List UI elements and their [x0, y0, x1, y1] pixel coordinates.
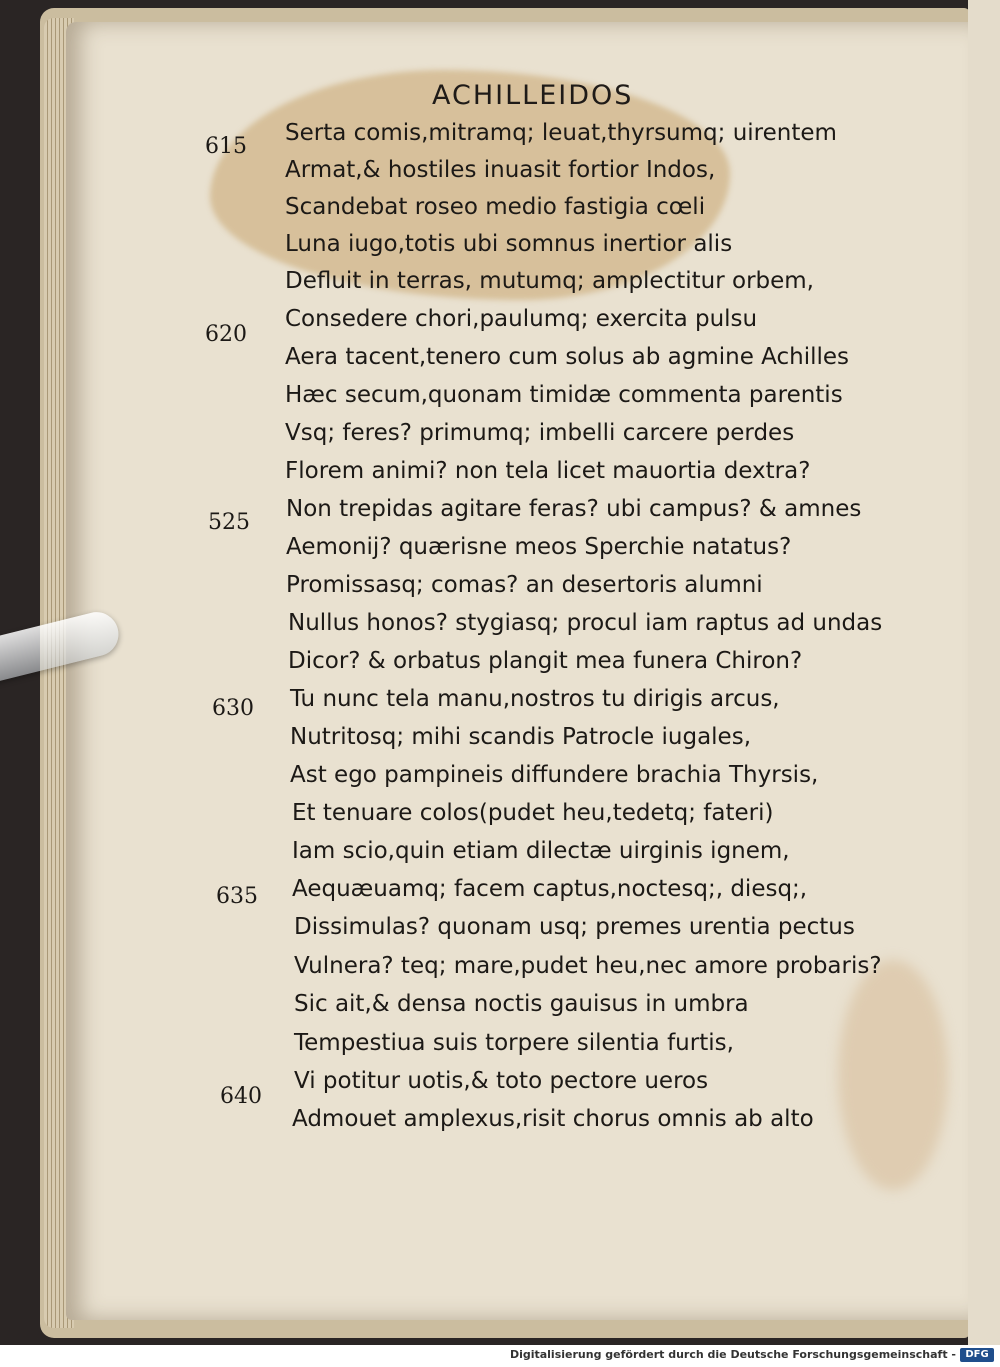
verse-line: Dissimulas? quonam usq; premes urentia pectus [294, 914, 855, 940]
verse-line: Ast ego pampineis diffundere brachia Thyrsis, [290, 762, 819, 788]
line-number: 615 [205, 134, 247, 159]
verse-line: Scandebat roseo medio fastigia cœli [285, 194, 706, 220]
verse-line: Aequæuamq; facem captus,noctesq;, diesq;, [292, 876, 808, 902]
verse-line: Promissasq; comas? an desertoris alumni [286, 572, 763, 598]
verse-line: Consedere chori,paulumq; exercita pulsu [285, 306, 758, 332]
verse-line: Aera tacent,tenero cum solus ab agmine Achilles [285, 344, 850, 370]
verse-line: Hæc secum,quonam timidæ commenta parentis [285, 382, 843, 408]
verse-line: Armat,& hostiles inuasit fortior Indos, [285, 157, 716, 183]
verse-line: Serta comis,mitramq; leuat,thyrsumq; uirentem [285, 120, 837, 146]
line-number: 620 [205, 322, 247, 347]
verse-line: Vi potitur uotis,& toto pectore ueros [294, 1068, 709, 1094]
verse-line: Dicor? & orbatus plangit mea funera Chiron? [288, 648, 803, 674]
footer-bar [0, 1345, 1000, 1367]
verse-line: Luna iugo,totis ubi somnus inertior alis [285, 231, 733, 257]
verse-line: Tu nunc tela manu,nostros tu dirigis arcus, [290, 686, 780, 712]
line-number: 630 [212, 696, 254, 721]
verse-line: Nullus honos? stygiasq; procul iam raptus ad undas [288, 610, 883, 636]
verse-line: Tempestiua suis torpere silentia furtis, [294, 1030, 734, 1056]
line-number: 640 [220, 1084, 262, 1109]
verse-line: Vulnera? teq; mare,pudet heu,nec amore probaris? [294, 953, 882, 979]
verse-line: Nutritosq; mihi scandis Patrocle iugales, [290, 724, 751, 750]
water-stain-lower [838, 960, 948, 1190]
facing-page-edge [968, 0, 1000, 1345]
line-number: 635 [216, 884, 258, 909]
verse-line: Et tenuare colos(pudet heu,tedetq; fateri) [292, 800, 774, 826]
dfg-logo: DFG [960, 1348, 994, 1362]
verse-line: Vsq; feres? primumq; imbelli carcere perdes [285, 420, 795, 446]
verse-line: Defluit in terras, mutumq; amplectitur orbem, [285, 268, 814, 294]
verse-line: Iam scio,quin etiam dilectæ uirginis ignem, [292, 838, 790, 864]
verse-line: Aemonij? quærisne meos Sperchie natatus? [286, 534, 792, 560]
running-header: ACHILLEIDOS [432, 80, 634, 111]
funding-credit: Digitalisierung gefördert durch die Deutsche Forschungsgemeinschaft - [509, 1348, 956, 1361]
verse-line: Non trepidas agitare feras? ubi campus? & amnes [286, 496, 862, 522]
verse-line: Sic ait,& densa noctis gauisus in umbra [294, 991, 749, 1017]
line-number: 525 [208, 510, 250, 535]
verse-line: Florem animi? non tela licet mauortia dextra? [285, 458, 811, 484]
verse-line: Admouet amplexus,risit chorus omnis ab alto [292, 1106, 814, 1132]
